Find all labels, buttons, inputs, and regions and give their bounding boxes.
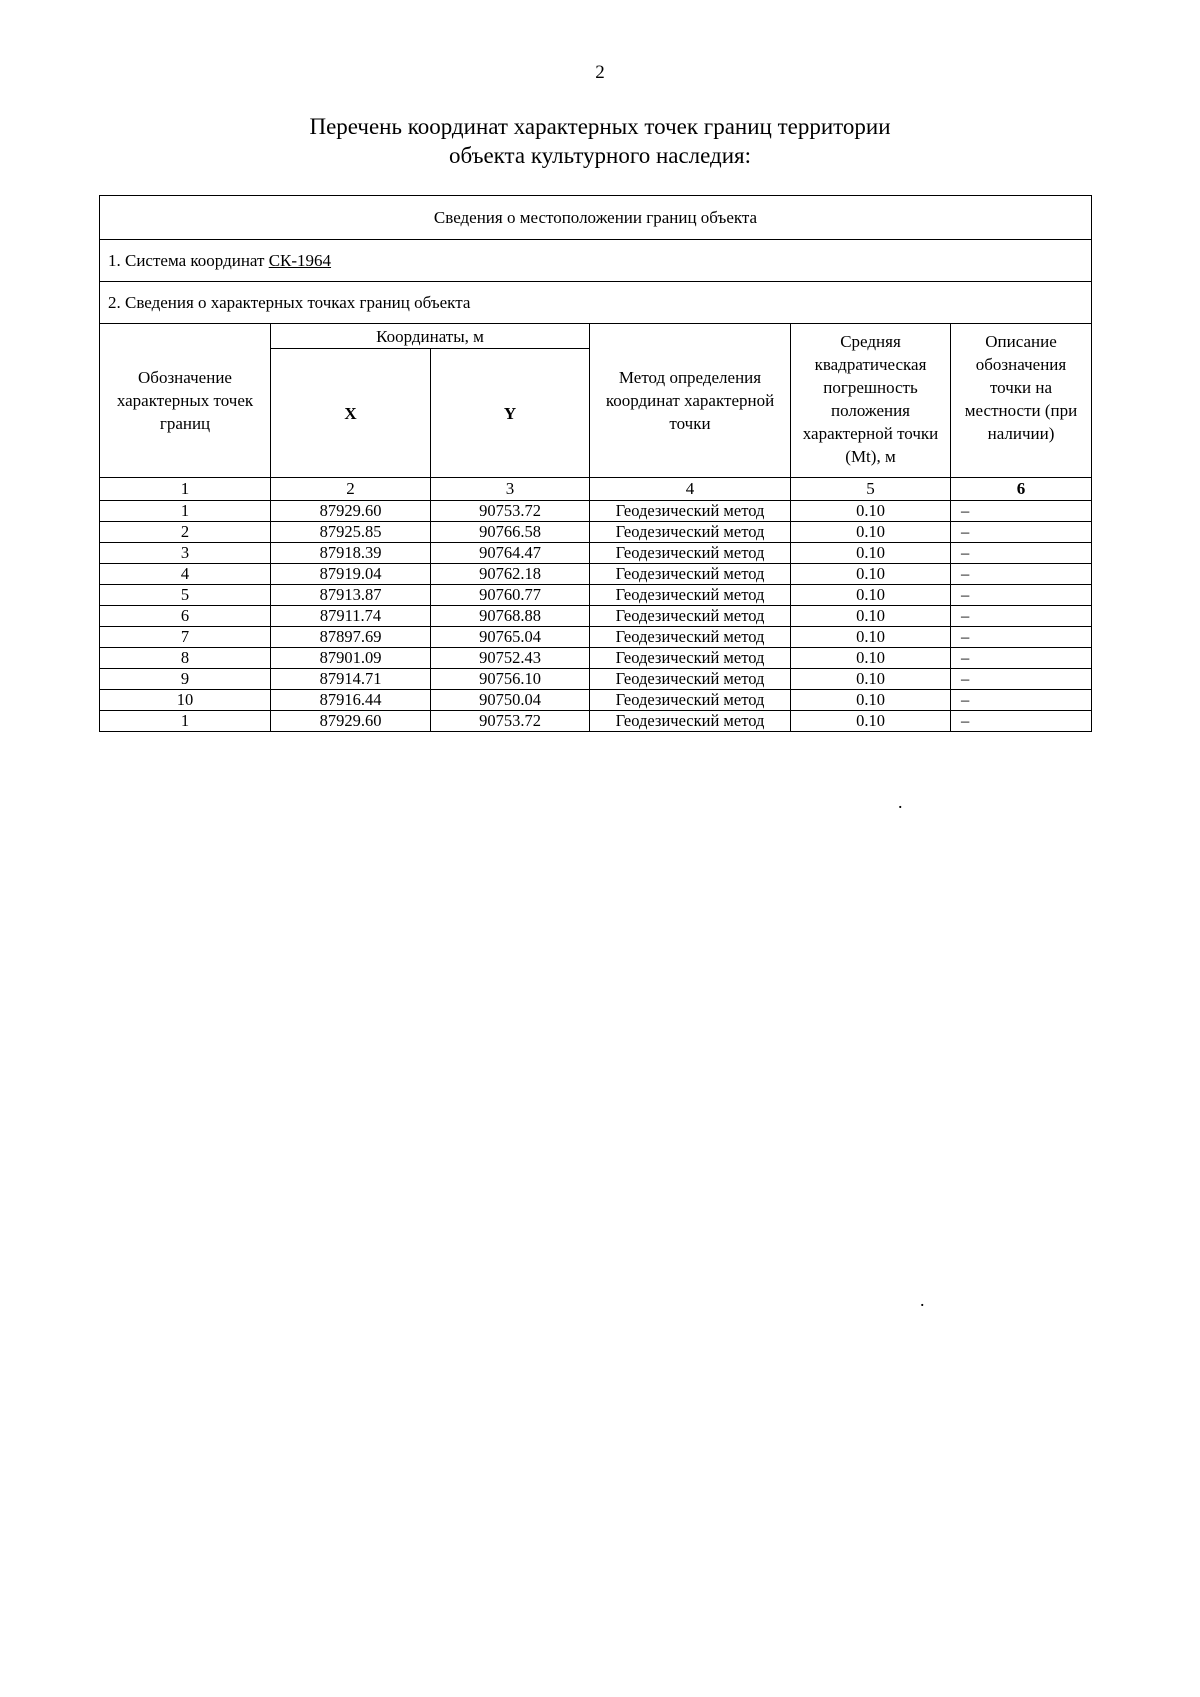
table-row <box>100 627 1092 648</box>
method-cell: Геодезический метод <box>590 690 791 711</box>
point-number-cell: 3 <box>100 543 271 564</box>
table-row <box>100 648 1092 669</box>
point-number-cell: 5 <box>100 585 271 606</box>
header-coordinates: Координаты, м <box>271 324 590 349</box>
y-cell: 90752.43 <box>431 648 590 669</box>
error-cell: 0.10 <box>791 606 951 627</box>
coord-system-cell <box>100 240 1092 282</box>
table-row <box>100 711 1092 732</box>
description-cell: – <box>951 627 1092 648</box>
description-cell: – <box>951 711 1092 732</box>
point-number-cell: 1 <box>100 501 271 522</box>
description-cell: – <box>951 648 1092 669</box>
header-method: Метод определения координат характерной точки <box>590 324 791 478</box>
stray-mark: . <box>920 1290 925 1310</box>
column-numbers-row <box>100 478 1092 501</box>
x-cell: 87911.74 <box>271 606 431 627</box>
method-cell: Геодезический метод <box>590 585 791 606</box>
y-cell: 90766.58 <box>431 522 590 543</box>
header-point-designation: Обозначение характерных точек границ <box>100 324 271 478</box>
column-number: 2 <box>271 478 431 501</box>
column-number: 3 <box>431 478 590 501</box>
coord-system-value: СК-1964 <box>268 250 332 270</box>
method-cell: Геодезический метод <box>590 522 791 543</box>
method-cell: Геодезический метод <box>590 648 791 669</box>
coord-system-row <box>100 240 1092 282</box>
table-row <box>100 501 1092 522</box>
y-cell: 90765.04 <box>431 627 590 648</box>
table-row <box>100 543 1092 564</box>
column-number: 5 <box>791 478 951 501</box>
description-cell: – <box>951 585 1092 606</box>
method-cell: Геодезический метод <box>590 627 791 648</box>
y-cell: 90756.10 <box>431 669 590 690</box>
table-row <box>100 606 1092 627</box>
document-title-line-1: Перечень координат характерных точек границ территории <box>309 114 891 139</box>
points-table-body <box>100 501 1092 732</box>
error-cell: 0.10 <box>791 522 951 543</box>
description-cell: – <box>951 690 1092 711</box>
x-cell: 87897.69 <box>271 627 431 648</box>
error-cell: 0.10 <box>791 543 951 564</box>
table-row <box>100 669 1092 690</box>
method-cell: Геодезический метод <box>590 711 791 732</box>
document-title-line-2: объекта культурного наследия: <box>448 143 752 168</box>
table-row <box>100 690 1092 711</box>
header-x: X <box>271 349 431 478</box>
point-number-cell: 9 <box>100 669 271 690</box>
document-title <box>0 112 1200 170</box>
points-section-title: 2. Сведения о характерных точках границ объекта <box>100 282 1092 324</box>
table-row <box>100 585 1092 606</box>
header-error <box>791 324 951 478</box>
x-cell: 87918.39 <box>271 543 431 564</box>
y-cell: 90762.18 <box>431 564 590 585</box>
y-cell: 90753.72 <box>431 501 590 522</box>
coordinates-table <box>99 195 1092 732</box>
description-cell: – <box>951 669 1092 690</box>
y-cell: 90753.72 <box>431 711 590 732</box>
description-cell: – <box>951 543 1092 564</box>
coord-system-label: 1. Система координат <box>108 250 265 270</box>
method-cell: Геодезический метод <box>590 501 791 522</box>
y-cell: 90764.47 <box>431 543 590 564</box>
error-cell: 0.10 <box>791 564 951 585</box>
method-cell: Геодезический метод <box>590 543 791 564</box>
points-section-row <box>100 282 1092 324</box>
y-cell: 90768.88 <box>431 606 590 627</box>
header-y: Y <box>431 349 590 478</box>
y-cell: 90750.04 <box>431 690 590 711</box>
point-number-cell: 2 <box>100 522 271 543</box>
point-number-cell: 4 <box>100 564 271 585</box>
error-cell: 0.10 <box>791 648 951 669</box>
table-row <box>100 564 1092 585</box>
description-cell: – <box>951 606 1092 627</box>
point-number-cell: 8 <box>100 648 271 669</box>
page-number: 2 <box>595 62 605 83</box>
section-title: Сведения о местоположении границ объекта <box>100 196 1092 240</box>
y-cell: 90760.77 <box>431 585 590 606</box>
header-error-text: Средняя квадратическая погрешность положения характерной точки (Mt), м <box>802 332 939 466</box>
stray-mark: . <box>898 792 903 812</box>
header-description: Описание обозначения точки на местности (при наличии) <box>951 324 1092 478</box>
column-number: 6 <box>951 478 1092 501</box>
table-row <box>100 522 1092 543</box>
description-cell: – <box>951 564 1092 585</box>
point-number-cell: 10 <box>100 690 271 711</box>
x-cell: 87914.71 <box>271 669 431 690</box>
column-number: 4 <box>590 478 791 501</box>
header-row-1 <box>100 324 1092 349</box>
x-cell: 87929.60 <box>271 501 431 522</box>
x-cell: 87919.04 <box>271 564 431 585</box>
method-cell: Геодезический метод <box>590 669 791 690</box>
x-cell: 87901.09 <box>271 648 431 669</box>
point-number-cell: 1 <box>100 711 271 732</box>
x-cell: 87929.60 <box>271 711 431 732</box>
description-cell: – <box>951 522 1092 543</box>
section-title-row <box>100 196 1092 240</box>
x-cell: 87925.85 <box>271 522 431 543</box>
x-cell: 87916.44 <box>271 690 431 711</box>
error-cell: 0.10 <box>791 501 951 522</box>
error-cell: 0.10 <box>791 627 951 648</box>
x-cell: 87913.87 <box>271 585 431 606</box>
method-cell: Геодезический метод <box>590 606 791 627</box>
point-number-cell: 7 <box>100 627 271 648</box>
column-number: 1 <box>100 478 271 501</box>
error-cell: 0.10 <box>791 711 951 732</box>
point-number-cell: 6 <box>100 606 271 627</box>
error-cell: 0.10 <box>791 690 951 711</box>
method-cell: Геодезический метод <box>590 564 791 585</box>
description-cell: – <box>951 501 1092 522</box>
error-cell: 0.10 <box>791 669 951 690</box>
error-cell: 0.10 <box>791 585 951 606</box>
